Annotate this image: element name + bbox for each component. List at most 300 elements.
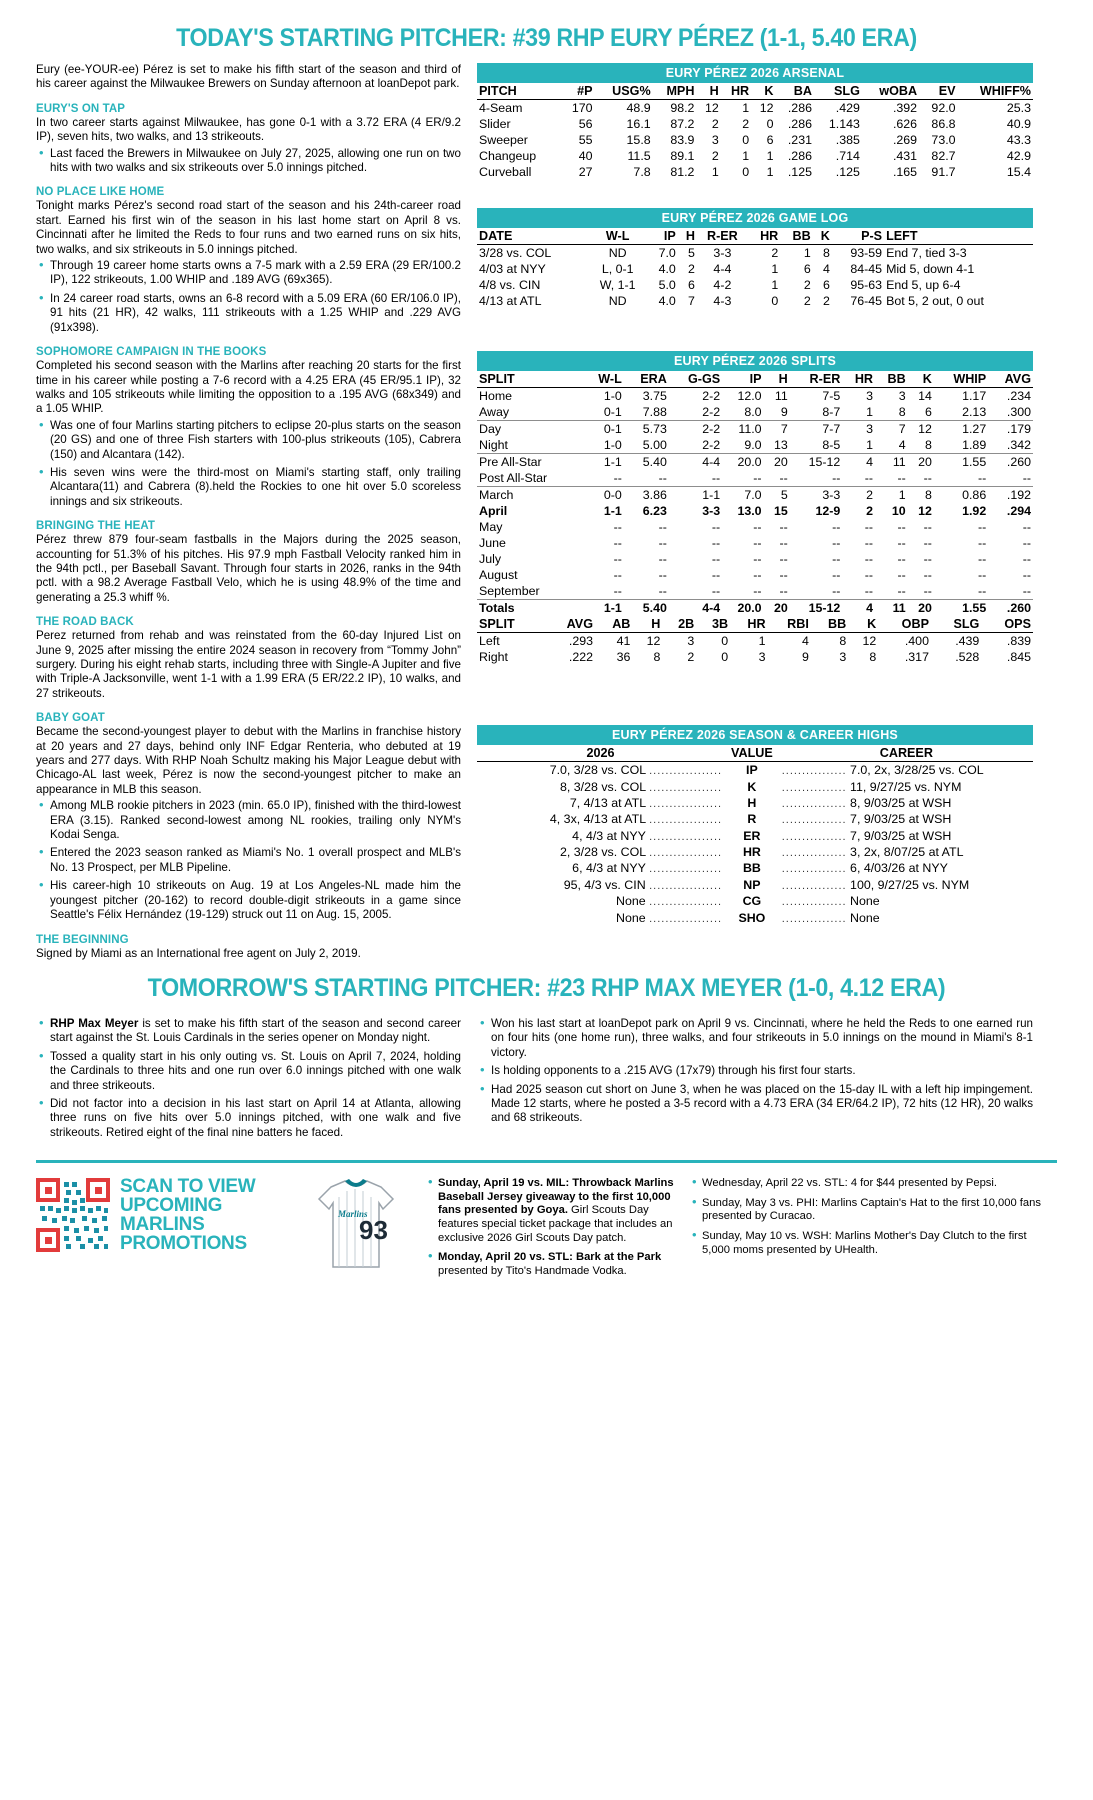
section-heading: THE BEGINNING [36, 933, 129, 946]
highs-season-value: 7, 4/13 at ATL .................. [569, 795, 723, 810]
table-cell: 1 [711, 165, 719, 179]
table-cell: 5.73 [642, 422, 667, 436]
table-cell: -- [753, 568, 762, 582]
section-eurys-on-tap [36, 103, 461, 176]
today-starting-pitcher-title: TODAY'S STARTING PITCHER: #39 RHP EURY PÉREZ (1-1, 5.40 ERA) [176, 24, 917, 52]
table-cell: 4.0 [658, 294, 676, 308]
table-cell: -- [753, 552, 762, 566]
table-cell: -- [934, 470, 988, 487]
col-bb: BB [875, 371, 908, 388]
table-cell: 2-2 [669, 437, 722, 454]
bullet-item: • Won his last start at loanDepot park on April 9 vs. Cincinnati, where he held the Reds to one earned run on four hits (one home run), three walks, and four strikeouts in 5.0 innings on the mound in Miami's 8-1 victory. [477, 1017, 1033, 1060]
table-cell: -- [764, 583, 790, 600]
highs-stat-label: K [747, 779, 757, 794]
table-cell: 0 [721, 634, 729, 648]
section-heading: THE ROAD BACK [36, 616, 134, 629]
table-cell: 91.7 [931, 165, 956, 179]
highs-career-value: ................ 8, 9/03/25 at WSH [781, 795, 952, 810]
table-cell: 3 [758, 650, 766, 664]
table-cell: 1-0 [603, 389, 622, 403]
highs-stat-label: H [747, 795, 757, 810]
tomorrow-right-bullets [477, 1017, 1033, 1126]
jersey-wordmark: Marlins [338, 1209, 368, 1220]
section-bullet-list [36, 799, 461, 922]
table-row [477, 100, 1033, 117]
table-cell: 7-5 [822, 389, 841, 403]
highs-row [477, 909, 1033, 925]
table-cell: 8 [653, 650, 661, 664]
col-hr: HR [721, 83, 751, 100]
section-the-beginning [36, 934, 461, 961]
table-cell: 0 [721, 650, 729, 664]
table-cell: 82.7 [931, 149, 956, 163]
table-cell: 4-4 [669, 600, 722, 617]
section-paragraph: Tonight marks Pérez's second road start of the season and his 24th-career road start. Earned his first win of the season in his last home start on April 8 vs. Cincinnati after he limited the Reds to four runs and two earned runs on six hits, two walks, and six strikeouts in 5.0 innings pitched. [36, 199, 461, 256]
table-cell: 4-4 [702, 455, 721, 469]
section-heading: NO PLACE LIKE HOME [36, 186, 165, 199]
table-cell: 1.92 [962, 504, 987, 518]
table-cell: 0-1 [583, 404, 624, 421]
table-header-row [477, 228, 1033, 245]
table-cell: 6 [908, 404, 934, 421]
table-cell: 1.17 [962, 389, 987, 403]
tomorrow-left-column [36, 1015, 461, 1144]
scan-line-2: UPCOMING [120, 1195, 223, 1217]
table-cell: -- [897, 536, 906, 550]
table-cell: -- [753, 536, 762, 550]
table-cell: 3 [898, 389, 906, 403]
table-cell: -- [908, 583, 934, 600]
col-whip: WHIP [934, 371, 988, 388]
col-h: H [764, 371, 790, 388]
table-cell: 9 [801, 650, 809, 664]
table-header-row [477, 616, 1033, 633]
table-cell: 8 [822, 246, 830, 260]
table-cell: -- [753, 520, 762, 534]
table-cell: 76-45 [850, 294, 883, 308]
spacer [477, 200, 1033, 208]
spacer [477, 329, 1033, 351]
scan-line-3: MARLINS [120, 1214, 205, 1236]
table-cell: .125 [787, 165, 812, 179]
spacer [477, 685, 1033, 725]
scan-qr-block[interactable] [36, 1177, 286, 1253]
table-cell: Home [479, 389, 513, 403]
splits-table [477, 351, 1033, 665]
table-cell: 15 [773, 504, 788, 518]
table-cell: -- [864, 568, 874, 582]
table-header-row [477, 83, 1033, 100]
gamelog-body [477, 245, 1033, 310]
table-cell: -- [779, 568, 788, 582]
bullet-item [36, 1017, 461, 1046]
table-cell: Sweeper [479, 133, 528, 147]
gamelog-table-title: EURY PÉREZ 2026 GAME LOG [477, 208, 1033, 228]
section-bullet-list [36, 259, 461, 335]
table-cell: 0.86 [962, 488, 987, 502]
table-cell: -- [832, 536, 841, 550]
table-cell: 0 [766, 117, 774, 131]
col-k: K [848, 616, 878, 633]
table-cell: 7-7 [822, 422, 841, 436]
col-3b: 3B [696, 616, 730, 633]
table-cell: 5 [780, 488, 788, 502]
table-cell: 4-2 [713, 278, 732, 292]
table-cell: 8 [839, 634, 847, 648]
table-cell: -- [790, 583, 843, 600]
table-cell: 1 [803, 246, 811, 260]
col-rbi: RBI [768, 616, 811, 633]
splits-table-title: EURY PÉREZ 2026 SPLITS [477, 351, 1033, 371]
table-cell: 5 [688, 246, 695, 260]
highs-season-value: 2, 3/28 vs. COL .................. [560, 845, 723, 860]
arsenal-table [477, 63, 1033, 180]
highs-row [477, 844, 1033, 860]
promo-item: • Wednesday, April 22 vs. STL: 4 for $44 presented by Pepsi. [690, 1177, 1057, 1191]
bullet-item: • Among MLB rookie pitchers in 2023 (min. 65.0 IP), finished with the third-lowest ERA (3.15). Ranked second-lowest among NL rookies, trailing only NYM's Kodai Senga. [36, 799, 461, 842]
col-ops: OPS [981, 616, 1033, 633]
table-row [477, 245, 1033, 262]
promo-column-a [426, 1177, 676, 1284]
table-cell: 87.2 [670, 117, 695, 131]
col-ps: P-S [832, 228, 884, 245]
table-cell: 2-2 [702, 422, 721, 436]
table-cell: 1.143 [828, 117, 860, 131]
highs-row [477, 795, 1033, 811]
table-cell: 1.89 [934, 437, 988, 454]
highs-season-value: 4, 4/3 at NYY .................. [572, 828, 723, 843]
table-cell: 2 [711, 149, 719, 163]
table-row [477, 503, 1033, 519]
table-cell: 7 [898, 422, 906, 436]
bullet-item: • His career-high 10 strikeouts on Aug. 19 at Los Angeles-NL made him the youngest pitcher (20-162) to record double-digit strikeouts in a game since Seattle's Félix Hernández (19-129) struck out 11 on Aug. 15, 2005. [36, 879, 461, 922]
table-cell: -- [832, 552, 841, 566]
splits-batting-grid [477, 616, 1033, 665]
col-era: ERA [624, 371, 669, 388]
scan-promotions-text [120, 1177, 255, 1253]
col-date: DATE [477, 228, 589, 245]
table-cell: .293 [568, 634, 593, 648]
table-cell: 1.55 [934, 600, 988, 617]
highs-season-value: 4, 3x, 4/13 at ATL .................. [549, 812, 723, 827]
table-cell: 25.3 [1006, 101, 1031, 115]
table-cell: -- [864, 536, 874, 550]
col-wl: W-L [583, 371, 624, 388]
col-h: H [632, 616, 662, 633]
table-cell: 73.0 [931, 133, 956, 147]
highs-season-value: 6, 4/3 at NYY .................. [572, 861, 723, 876]
table-cell: 8-5 [790, 437, 843, 454]
section-paragraph: Perez returned from rehab and was reinstated from the 60-day Injured List on June 9, 2025 after missing the entire 2024 season in recovery from “Tommy John” surgery. During his eight rehab starts, including three with Single-A Jupiter and five with Triple-A Jacksonville, went 1-1 with a 1.99 ERA (5 ER/22.2 IP), 10 walks, and 27 strikeouts. [36, 629, 461, 700]
table-cell: 12 [862, 634, 877, 648]
scan-line-4: PROMOTIONS [120, 1233, 247, 1255]
col-hr: HR [842, 371, 875, 388]
promo-item [426, 1251, 676, 1278]
col-ab: AB [595, 616, 632, 633]
table-cell: .626 [892, 117, 918, 131]
table-cell: 2 [687, 650, 695, 664]
table-cell: -- [711, 552, 721, 566]
main-two-column-area [36, 63, 1057, 962]
table-cell: -- [842, 470, 875, 487]
table-row [477, 649, 1033, 665]
section-paragraph: Signed by Miami as an International free agent on July 2, 2019. [36, 946, 361, 960]
table-cell: 0-0 [603, 488, 622, 502]
table-cell: 4/03 at NYY [479, 262, 546, 276]
table-cell: Left [479, 634, 500, 648]
table-cell: 2 [866, 504, 874, 518]
bullet-item: • Tossed a quality start in his only outing vs. St. Louis on April 7, 2024, holding the Cardinals to three hits and one run over 6.0 innings pitched with one walk and three strikeouts. [36, 1050, 461, 1093]
section-bullet-list [36, 419, 461, 509]
section-paragraph: Pérez threw 879 four-seam fastballs in the Majors during the 2025 season, accounting for 51.3% of his pitches. His 97.9 mph Fastball Velocity ranked him in the 94th pctl., per Baseball Savant. Through four starts in 2026, ranks in the 94th pctl. with a 98.2 Average Fastball Velo, which he is using 48.9% of the time and generating a 25.3 whiff %. [36, 533, 461, 604]
table-cell: -- [583, 583, 624, 600]
col-pitch-count: #P [561, 83, 595, 100]
col-season-year: 2026 [477, 745, 724, 762]
table-cell: 3-3 [822, 488, 841, 502]
highs-career-value: ................ 7, 9/03/25 at WSH [781, 828, 952, 843]
table-cell: -- [923, 552, 932, 566]
table-cell: .845 [1006, 650, 1031, 664]
table-cell: -- [977, 568, 987, 582]
table-cell: .231 [787, 133, 812, 147]
table-cell: 3-3 [713, 246, 732, 260]
table-cell: Mid 5, down 4-1 [886, 262, 975, 276]
table-cell: 2 [711, 117, 719, 131]
table-cell: 3 [711, 133, 719, 147]
table-cell: 20 [764, 600, 790, 617]
table-cell: 4 [866, 455, 874, 469]
table-cell: 7.0 [744, 488, 762, 502]
highs-stat-label: CG [742, 894, 762, 909]
table-cell: 1-1 [702, 488, 721, 502]
table-cell: Totals [477, 600, 583, 617]
table-cell: -- [988, 470, 1033, 487]
table-cell: Away [477, 404, 583, 421]
promotions-footer [36, 1160, 1057, 1284]
promo-item [426, 1177, 676, 1245]
table-cell: 9 [764, 404, 790, 421]
table-cell: -- [790, 470, 843, 487]
table-cell: -- [1022, 552, 1031, 566]
table-cell: 15-12 [808, 455, 841, 469]
table-cell: -- [711, 536, 721, 550]
highs-career-value: ................ 11, 9/27/25 vs. NYM [781, 779, 962, 794]
section-heading: SOPHOMORE CAMPAIGN IN THE BOOKS [36, 346, 267, 359]
table-cell: .385 [835, 133, 860, 147]
table-cell: July [479, 552, 502, 566]
table-cell: Post All-Star [477, 470, 583, 487]
table-cell: 8 [908, 437, 934, 454]
promo-item-bold: Sunday, April 19 vs. MIL: Throwback Marlins Baseball Jersey giveaway to the first 10,000 fans presented by Goya. [438, 1177, 674, 1217]
table-cell: 4 [822, 262, 830, 276]
table-cell: 5.40 [642, 455, 667, 469]
table-cell: September [477, 583, 583, 600]
table-cell: 6 [766, 133, 774, 147]
highs-row [477, 778, 1033, 794]
highs-career-value: ................ 100, 9/27/25 vs. NYM [781, 877, 970, 892]
table-row [477, 261, 1033, 277]
table-cell: 8-7 [790, 404, 843, 421]
table-cell: 7.8 [633, 165, 651, 179]
table-cell: 83.9 [670, 133, 695, 147]
highs-stat-label: HR [742, 845, 761, 860]
bullet-item: • In 24 career road starts, owns an 6-8 record with a 5.09 ERA (60 ER/106.0 IP), 91 hits (21 HR), 42 walks, 111 strikeouts with a 1.25 WHIP and .229 AVG (91x398). [36, 292, 461, 335]
table-cell: -- [779, 536, 788, 550]
table-cell: 81.2 [670, 165, 695, 179]
section-no-place-like-home [36, 186, 461, 335]
table-cell: .528 [955, 650, 980, 664]
table-cell: .439 [955, 634, 980, 648]
table-cell: -- [875, 470, 908, 487]
table-cell: 4 [875, 437, 908, 454]
bullet-item: • Had 2025 season cut short on June 3, when he was placed on the 15-day IL with a left hip impingement. Made 12 starts, where he posted a 3-5 record with a 4.73 ERA (34 ER/64.2 IP), 72 hits (12 HR), 20 walks and 68 strikeouts. [477, 1083, 1033, 1126]
promo-list-a [426, 1177, 676, 1278]
table-cell: -- [779, 552, 788, 566]
table-cell: 2 [866, 488, 874, 502]
table-cell: -- [711, 568, 721, 582]
promo-item-bold: Monday, April 20 vs. STL: Bark at the Park [438, 1251, 662, 1264]
promo-item-rest: Girl Scouts Day features special ticket package that includes an exclusive 2026 Girl Scouts Day patch. [438, 1204, 673, 1244]
table-cell: -- [875, 583, 908, 600]
table-cell: -- [1022, 536, 1031, 550]
highs-stat-label: NP [743, 877, 761, 892]
table-cell: 2 [822, 294, 830, 308]
table-cell: 12-9 [815, 504, 841, 518]
table-cell: 0 [771, 294, 779, 308]
table-cell: 6.23 [642, 504, 667, 518]
table-cell: .269 [892, 133, 918, 147]
table-cell: 5.0 [658, 278, 676, 292]
table-cell: 0-1 [603, 422, 622, 436]
table-cell: .392 [892, 101, 918, 115]
table-cell: 3 [866, 422, 874, 436]
highs-season-value: 8, 3/28 vs. COL .................. [560, 779, 723, 794]
table-row [477, 388, 1033, 405]
bullet-item: • Was one of four Marlins starting pitchers to eclipse 20-plus starts on the season (20 GS) and one of three Fish starters with 100-plus strikeouts (105), Cabrera (150) and Alcantara (142). [36, 419, 461, 462]
section-sophomore-campaign [36, 346, 461, 509]
table-cell: 1-1 [603, 504, 622, 518]
table-cell: .286 [787, 117, 812, 131]
highs-career-value: ................ None [781, 894, 880, 909]
table-cell: 20 [773, 455, 788, 469]
table-cell: -- [842, 583, 875, 600]
table-cell: 2 [771, 246, 779, 260]
col-split: SPLIT [477, 616, 544, 633]
table-cell: 4-3 [713, 294, 732, 308]
bullet-item: • Is holding opponents to a .215 AVG (17x79) through his first four starts. [477, 1064, 1033, 1078]
table-row [477, 404, 1033, 421]
table-cell: 3 [687, 634, 695, 648]
table-row [477, 567, 1033, 583]
table-row [477, 116, 1033, 132]
table-cell: 4 [801, 634, 809, 648]
table-cell: 3 [839, 650, 847, 664]
arsenal-grid [477, 83, 1033, 180]
highs-table-title: EURY PÉREZ 2026 SEASON & CAREER HIGHS [477, 725, 1033, 745]
table-cell: .342 [988, 437, 1033, 454]
col-k: K [751, 83, 775, 100]
col-hr: HR [748, 228, 780, 245]
table-cell: -- [658, 552, 667, 566]
table-cell: 4.0 [658, 262, 676, 276]
table-cell: 42.9 [1006, 149, 1031, 163]
table-cell: 1-1 [603, 455, 622, 469]
tomorrow-right-column [477, 1015, 1033, 1130]
table-cell: 170 [571, 101, 593, 115]
table-cell: .179 [1006, 422, 1031, 436]
table-cell: -- [779, 520, 788, 534]
table-cell: 5.40 [624, 600, 669, 617]
table-cell: 20.0 [737, 455, 762, 469]
table-cell: Slider [479, 117, 511, 131]
table-cell: .165 [892, 165, 918, 179]
table-cell: -- [658, 536, 667, 550]
table-cell: 12 [918, 422, 932, 436]
promo-list-b [690, 1177, 1057, 1257]
table-cell: -- [711, 520, 721, 534]
tomorrow-starting-pitcher-title: TOMORROW'S STARTING PITCHER: #23 RHP MAX MEYER (1-0, 4.12 ERA) [147, 973, 946, 1002]
table-cell: 41 [616, 634, 631, 648]
qr-code-icon[interactable] [36, 1178, 110, 1252]
highs-season-value: None .................. [616, 910, 723, 925]
table-cell: .839 [1006, 634, 1031, 648]
table-cell: W, 1-1 [599, 278, 636, 292]
table-cell: Bot 5, 2 out, 0 out [886, 294, 984, 308]
col-left: LEFT [884, 228, 1033, 245]
highs-stat-label: ER [743, 828, 761, 843]
table-cell: May [479, 520, 503, 534]
table-cell: 2 [803, 278, 811, 292]
table-cell: 2-2 [669, 404, 722, 421]
table-cell: 3 [866, 389, 874, 403]
table-cell: 3/28 vs. COL [479, 246, 552, 260]
table-cell: .431 [892, 149, 918, 163]
col-ggs: G-GS [669, 371, 722, 388]
table-cell: 1 [842, 437, 875, 454]
section-heading: BABY GOAT [36, 712, 105, 725]
table-cell: 36 [616, 650, 631, 664]
highs-stat-label: R [747, 812, 757, 827]
col-2b: 2B [662, 616, 696, 633]
col-avg: AVG [988, 371, 1033, 388]
table-header-row [477, 745, 1033, 762]
bullet-item: • Entered the 2023 season ranked as Miami's No. 1 overall prospect and MLB's No. 13 Prospect, per MLB Pipeline. [36, 846, 461, 875]
table-cell: 4/13 at ATL [479, 294, 542, 308]
table-cell: 6 [803, 262, 811, 276]
table-cell: 1 [771, 278, 779, 292]
table-cell: 16.1 [626, 117, 651, 131]
bullet-item: • Did not factor into a decision in his last start on April 14 at Atlanta, allowing three runs on five hits over 5.0 innings pitched, with one walk and five strikeouts. Retired eight of the final nine batters he faced. [36, 1097, 461, 1140]
table-cell: 12 [759, 101, 774, 115]
table-cell: -- [923, 568, 932, 582]
table-cell: 15.4 [1006, 165, 1031, 179]
col-k: K [908, 371, 934, 388]
highs-row [477, 828, 1033, 844]
table-cell: 11 [875, 600, 908, 617]
table-cell: 1 [842, 404, 875, 421]
table-cell: 5.00 [624, 437, 669, 454]
table-cell: 48.9 [626, 101, 651, 115]
table-cell: 13.0 [737, 504, 762, 518]
promo-item-rest: presented by Tito's Handmade Vodka. [438, 1264, 627, 1277]
table-cell: .294 [1006, 504, 1031, 518]
promo-column-b [690, 1177, 1057, 1263]
table-row [477, 551, 1033, 567]
table-cell: 7 [688, 294, 695, 308]
table-cell: 1 [898, 488, 906, 502]
table-row [477, 583, 1033, 600]
table-cell: .260 [1006, 455, 1031, 469]
